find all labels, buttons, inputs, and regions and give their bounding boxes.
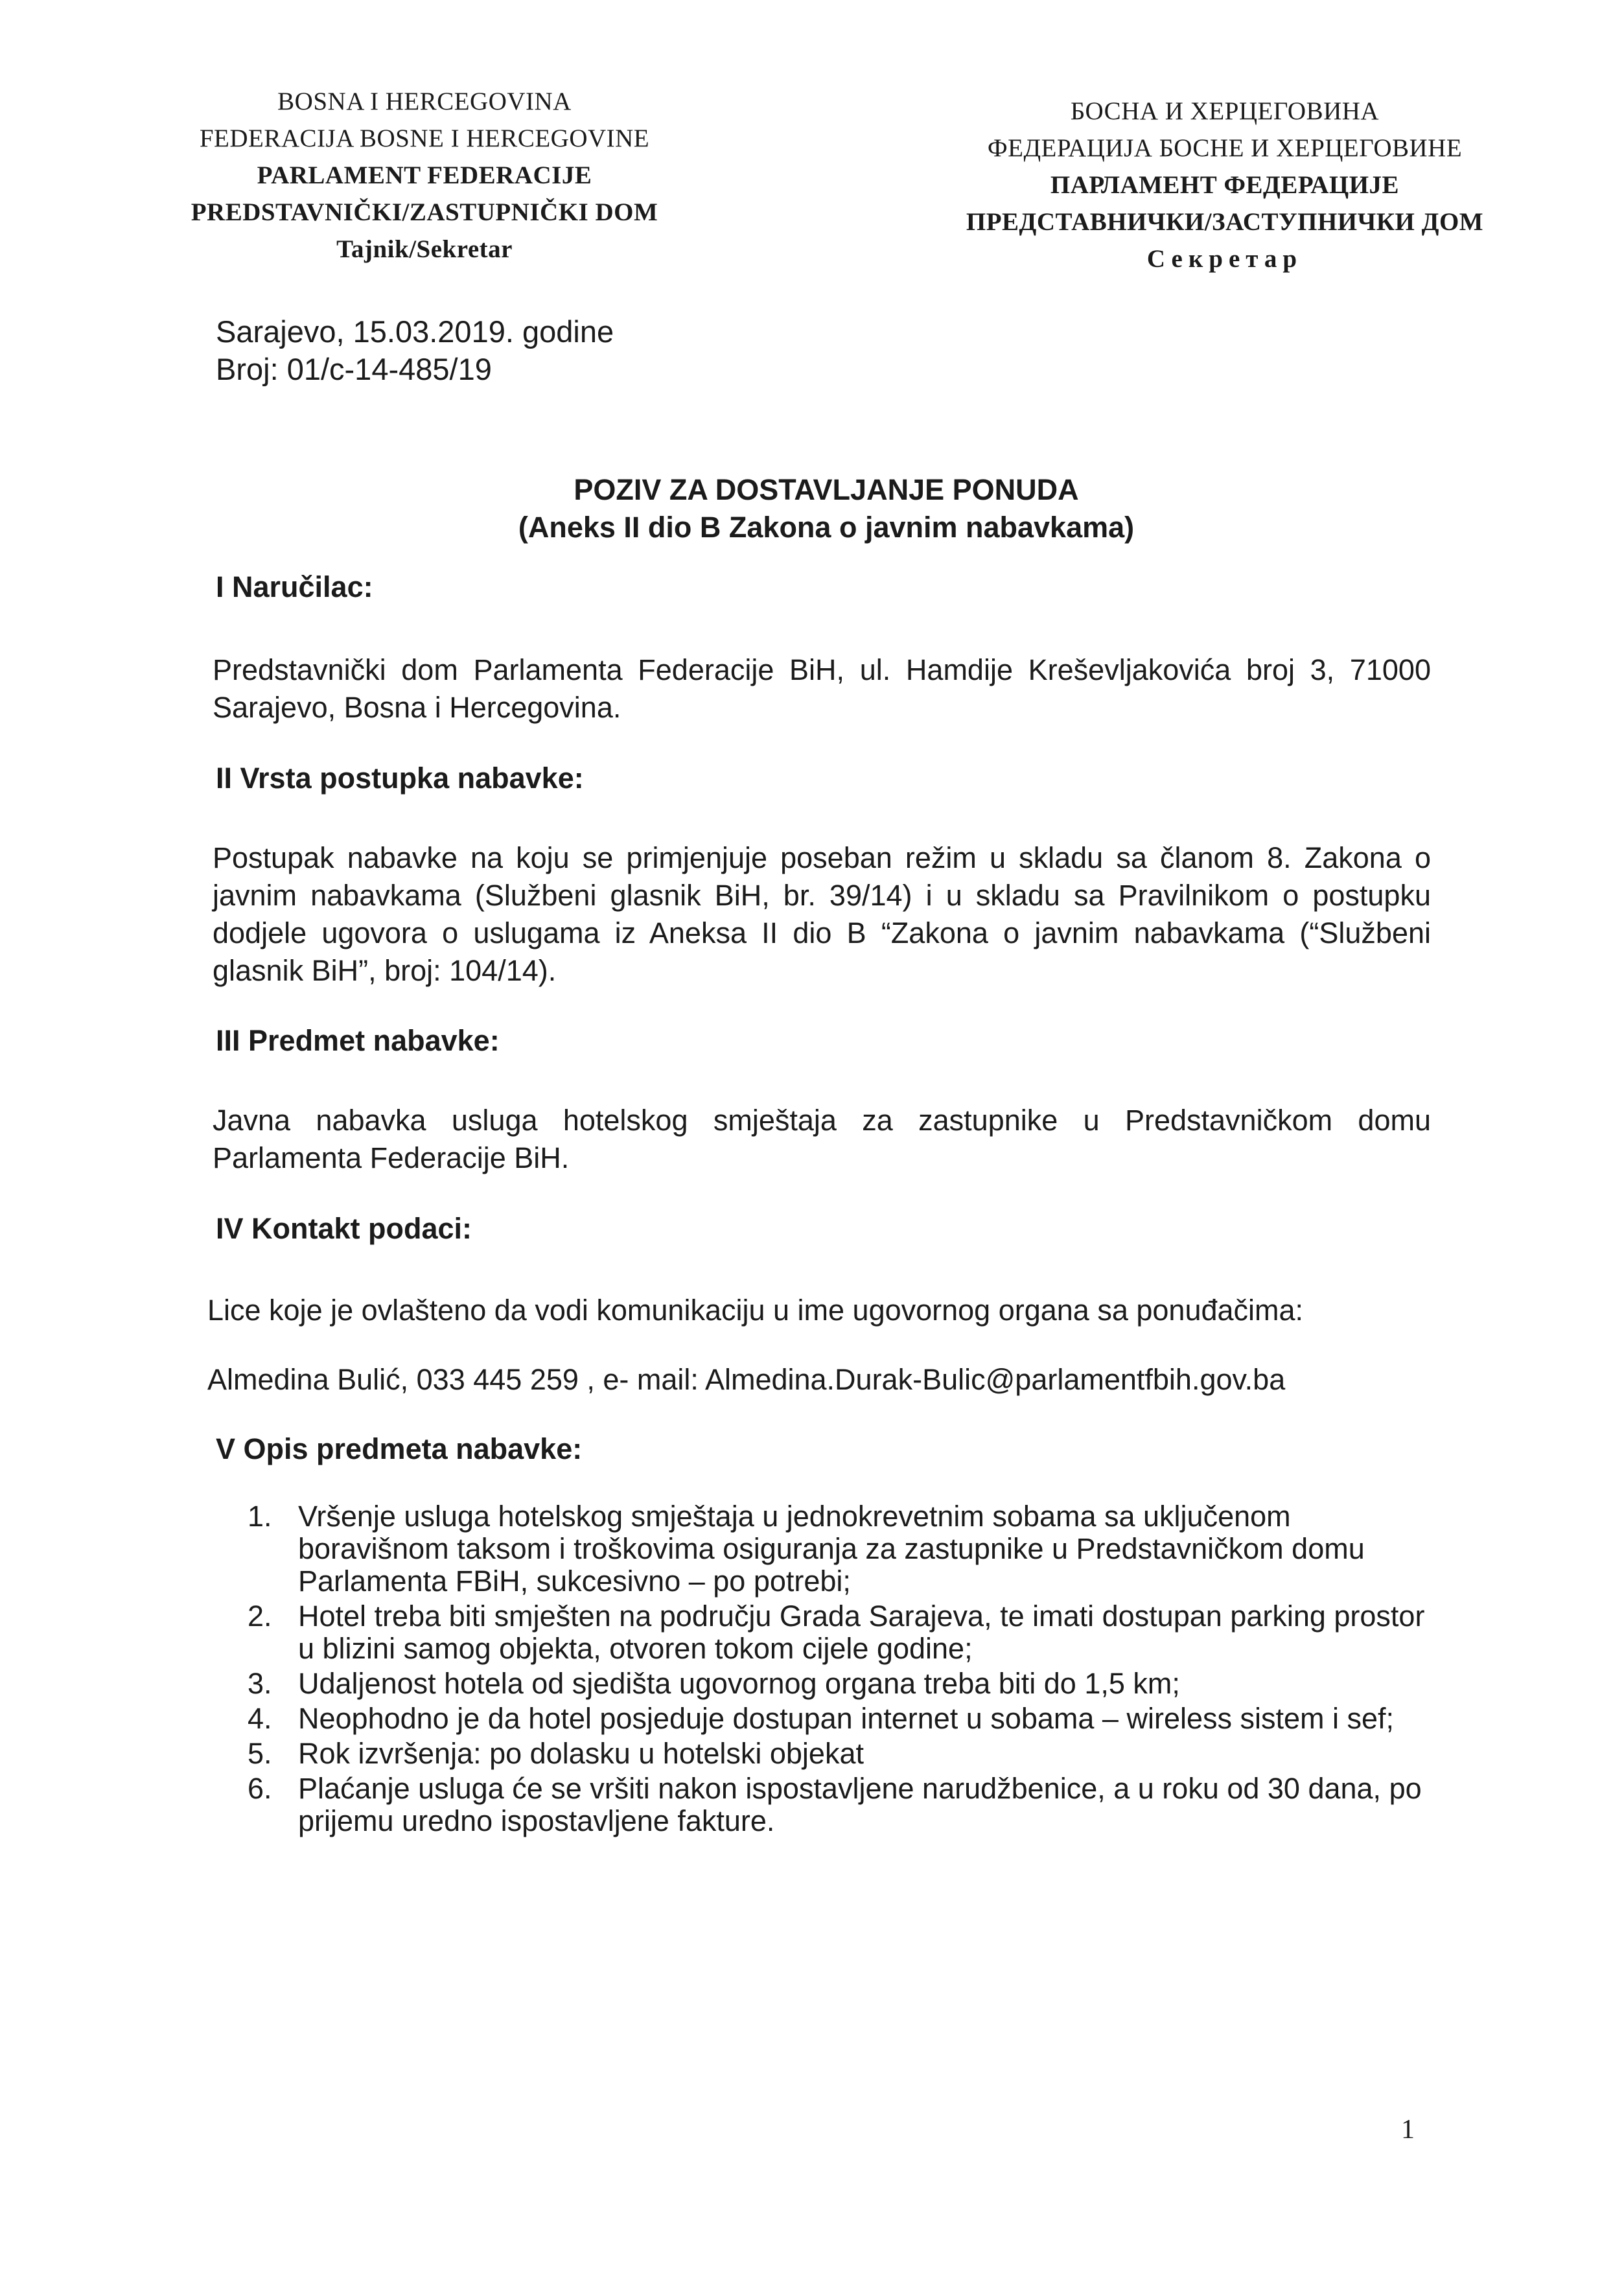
- list-item: [240, 1668, 1439, 1700]
- letterhead-cyrillic: [933, 93, 1516, 277]
- title-line-1: POZIV ZA DOSTAVLJANJE PONUDA: [574, 473, 1079, 506]
- list-item-number: 3.: [248, 1667, 272, 1700]
- letterhead-parliament-cyr: ПАРЛАМЕНТ ФЕДЕРАЦИЈЕ: [1050, 171, 1400, 199]
- list-item-text: Neophodno je da hotel posjeduje dostupan internet u sobama – wireless sistem i sef;: [298, 1702, 1395, 1735]
- list-item: [240, 1500, 1439, 1598]
- contact-person-details: Almedina Bulić, 033 445 259 , e- mail: Almedina.Durak-Bulic@parlamentfbih.gov.ba: [207, 1363, 1286, 1396]
- letterhead-parliament: PARLAMENT FEDERACIJE: [257, 161, 592, 189]
- list-item-number: 1.: [248, 1500, 272, 1533]
- list-item-number: 6.: [248, 1772, 272, 1805]
- section-heading-narucilac: I Naručilac:: [216, 570, 373, 603]
- list-item-text: Plaćanje usluga će se vršiti nakon ispostavljene narudžbenice, a u roku od 30 dana, po prijemu uredno ispostavljene fakture.: [298, 1772, 1422, 1837]
- list-item: [240, 1773, 1439, 1837]
- document-number: Broj: 01/c-14-485/19: [216, 352, 492, 386]
- list-item-text: Hotel treba biti smješten na području Grada Sarajeva, te imati dostupan parking prostor u blizini samog objekta, otvoren tokom cijele godine;: [298, 1599, 1425, 1665]
- section-text-kontakt: Lice koje je ovlašteno da vodi komunikaciju u ime ugovornog organa sa ponuđačima:: [207, 1294, 1304, 1327]
- list-item-text: Rok izvršenja: po dolasku u hotelski objekat: [298, 1737, 864, 1770]
- list-item: [240, 1703, 1439, 1735]
- letterhead-office-cyr: Секретар: [1146, 245, 1303, 273]
- document-meta: [216, 313, 614, 388]
- letterhead-latin: [165, 83, 684, 268]
- contact-person: [207, 1361, 1439, 1399]
- letterhead-federation: FEDERACIJA BOSNE I HERCEGOVINE: [199, 124, 650, 152]
- list-item-number: 4.: [248, 1702, 272, 1735]
- page-number: 1: [1401, 2115, 1415, 2145]
- letterhead-country: BOSNA I HERCEGOVINA: [277, 87, 572, 115]
- list-item-text: Udaljenost hotela od sjedišta ugovornog organa treba biti do 1,5 km;: [298, 1667, 1180, 1700]
- title-line-2: (Aneks II dio B Zakona o javnim nabavkama): [518, 511, 1135, 544]
- list-item: [240, 1738, 1439, 1770]
- list-item-text: Vršenje usluga hotelskog smještaja u jednokrevetnim sobama sa uključenom boravišnom taksom i troškovima osiguranja za zastupnike u Predstavničkom domu Parlamenta FBiH, sukcesivno – po potrebi;: [298, 1500, 1365, 1598]
- section-heading-kontakt: IV Kontakt podaci:: [216, 1212, 472, 1245]
- section-heading-predmet: III Predmet nabavke:: [216, 1024, 500, 1057]
- letterhead-office: Tajnik/Sekretar: [336, 235, 513, 263]
- document-date: Sarajevo, 15.03.2019. godine: [216, 314, 614, 349]
- document-title: [454, 471, 1199, 546]
- letterhead-country-cyr: БОСНА И ХЕРЦЕГОВИНА: [1070, 97, 1380, 125]
- section-heading-vrsta-postupka: II Vrsta postupka nabavke:: [216, 762, 584, 795]
- section-heading-opis: V Opis predmeta nabavke:: [216, 1432, 583, 1465]
- letterhead-federation-cyr: ФЕДЕРАЦИЈА БОСНЕ И ХЕРЦЕГОВИНЕ: [987, 134, 1463, 162]
- letterhead-house-cyr: ПРЕДСТАВНИЧКИ/ЗАСТУПНИЧКИ ДОМ: [966, 208, 1484, 236]
- section-text-predmet: Javna nabavka usluga hotelskog smještaja za zastupnike u Predstavničkom domu Parlamenta Federacije BiH.: [213, 1104, 1431, 1174]
- list-item-number: 2.: [248, 1599, 272, 1633]
- section-text-narucilac: Predstavnički dom Parlamenta Federacije BiH, ul. Hamdije Kreševljakovića broj 3, 71000 Sarajevo, Bosna i Hercegovina.: [213, 653, 1431, 724]
- list-item: [240, 1600, 1439, 1665]
- list-item-number: 5.: [248, 1737, 272, 1770]
- letterhead-house: PREDSTAVNIČKI/ZASTUPNIČKI DOM: [191, 198, 658, 226]
- section-text-vrsta-postupka: Postupak nabavke na koju se primjenjuje poseban režim u skladu sa članom 8. Zakona o javnim nabavkama (Službeni glasnik BiH, br. 39/14) i u skladu sa Pravilnikom o postupku dodjele ugovora o uslugama iz Aneksa II dio B “Zakona o javnim nabavkama (“Službeni glasnik BiH”, broj: 104/14).: [213, 841, 1431, 987]
- requirements-list: [240, 1500, 1439, 1840]
